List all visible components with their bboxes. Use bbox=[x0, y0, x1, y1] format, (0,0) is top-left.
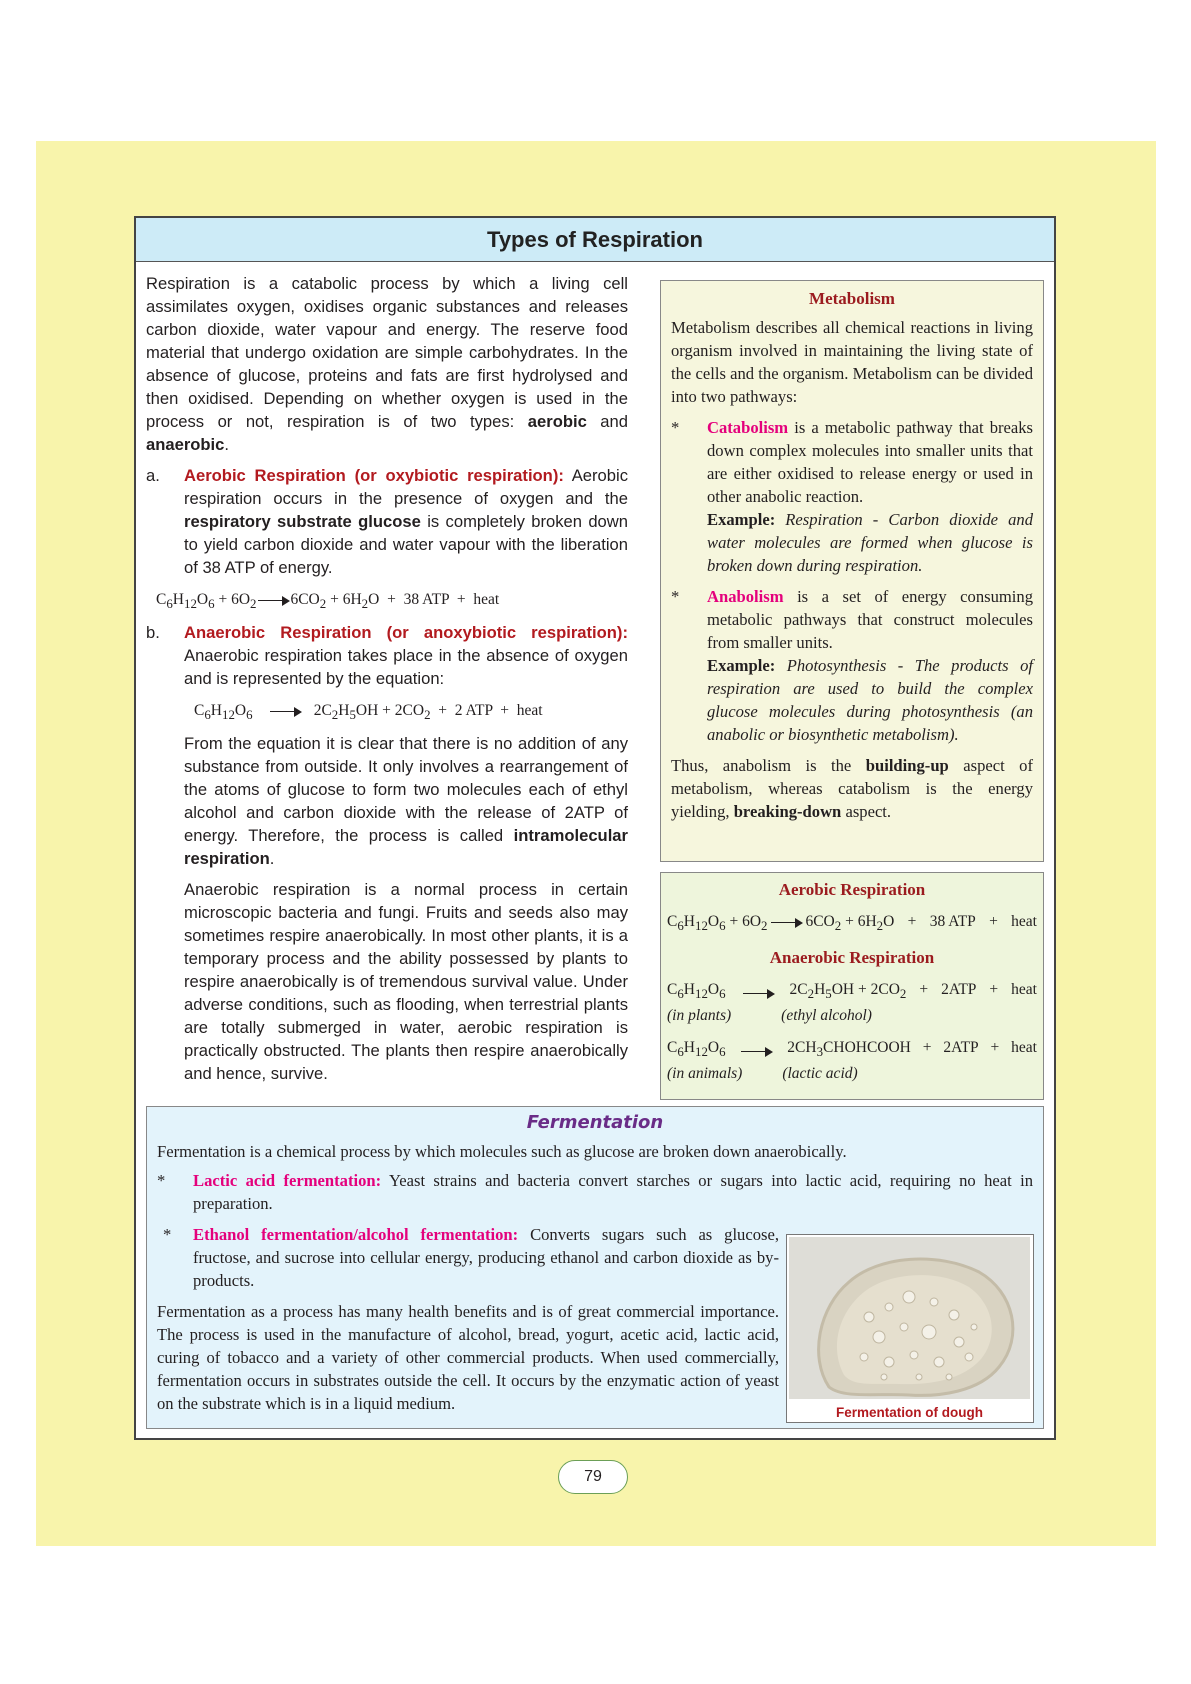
fermentation-box bbox=[146, 1106, 1044, 1429]
anaerobic-paragraph-2: From the equation it is clear that there is no addition of any substance from outside. It only involves a rearrangement of the atoms of glucose to form two molecules each of ethyl alcohol and carbon dioxide with the release of 2ATP of energy. Therefore, the process is called intramolecular respiration. bbox=[184, 734, 628, 869]
left-column bbox=[146, 272, 628, 1085]
metabolism-box bbox=[660, 280, 1044, 862]
page-number: 79 bbox=[558, 1460, 628, 1494]
metabolism-title: Metabolism bbox=[809, 289, 895, 308]
fermentation-intro: Fermentation is a chemical process by which molecules such as glucose are broken down anaerobically. bbox=[157, 1142, 847, 1161]
aerobic-heading: Aerobic Respiration (or oxybiotic respiration): bbox=[184, 466, 564, 485]
arrow-icon bbox=[270, 711, 300, 713]
photo-caption: Fermentation of dough bbox=[836, 1405, 983, 1420]
catabolism-term: Catabolism bbox=[707, 418, 789, 437]
fermentation-title: Fermentation bbox=[526, 1112, 664, 1133]
respiration-equations-box bbox=[660, 872, 1044, 1100]
aerobic-equation: $C_6H_{12}O_6 + 6O_2$ $6CO_2 + 6H_2O + 38$ ATP + heat bbox=[156, 591, 500, 612]
aerobic-equation-row: $C_6H_{12}O_6 + 6O_2$ $6CO_2 + 6H_2O$ + 38 ATP + heat bbox=[667, 913, 1037, 934]
dough-photo-frame bbox=[786, 1234, 1034, 1423]
lactic-acid-term: Lactic acid fermentation: bbox=[193, 1171, 382, 1190]
types-of-respiration-panel bbox=[134, 216, 1056, 1440]
anaerobic-heading: Anaerobic Respiration (or anoxybiotic respiration): bbox=[184, 623, 628, 643]
ethanol-item: * Ethanol fermentation/alcohol fermentation: Converts sugars such as glucose, fructose, and sucrose into cellular energy, producing ethanol and carbon dioxide as by-products. bbox=[163, 1225, 779, 1290]
anaerobic-equation-title: Anaerobic Respiration bbox=[769, 948, 935, 968]
anaerobic-item: b. Anaerobic Respiration (or anoxybiotic respiration): Anaerobic respiration takes place in the absence of oxygen and is represented by the equation: $C_6H_{12}O_6$ $2C_2H_5OH + 2CO_2 + 2$ ATP + heat From the equation it is clear that there is no addition of any substance from outside. It only involves a rearrangement of the atoms of glucose to form two molecules each of ethyl alcohol and carbon dioxide with the release of 2ATP of energy. Therefore, the process is called intramolecular respiration. Anaerobic respiration is a normal process in certain microscopic bacteria and fungi. Fruits and seeds also may sometimes respire anaerobically. In most other plants, it is a temporary process and the ability possessed by plants to respire anaerobically is of tremendous survival value. Under adverse conditions, such as flooding, when terrestrial plants are totally submerged in water, aerobic respiration is practically obstructed. The plants then respire anaerobically and hence, survive. bbox=[146, 623, 628, 1084]
intro-paragraph: Respiration is a catabolic process by which a living cell assimilates oxygen, oxidises organic substances and releases carbon dioxide, water vapour and energy. The reserve food material that undergo oxidation are simple carbohydrates. In the absence of glucose, proteins and fats are first hydrolysed and then oxidised. Depending on whether oxygen is used in the process or not, respiration is of two types: aerobic and anaerobic. bbox=[146, 274, 628, 454]
aerobic-item: a. Aerobic Respiration (or oxybiotic respiration): Aerobic respiration occurs in the presence of oxygen and the respiratory substrate glucose is completely broken down to yield carbon dioxide and water vapour with the liberation of 38 ATP of energy. bbox=[146, 466, 628, 577]
anaerobic-equation: $C_6H_{12}O_6$ $2C_2H_5OH + 2CO_2 + 2$ ATP + heat bbox=[194, 702, 543, 723]
anabolism-item: * Anabolism is a set of energy consuming metabolic pathways that construct molecules from smaller units. Example: Photosynthesis - The products of respiration are used to build the complex glucose molecules during photosynthesis (an anabolic or biosynthetic metabolism). bbox=[671, 587, 1034, 744]
fermentation-closing: Fermentation as a process has many health benefits and is of great commercial importance. The process is used in the manufacture of alcohol, bread, yogurt, acetic acid, lactic acid, curing of tobacco and a variety of other commercial products. When used commercially, fermentation occurs in substrates outside the cell. It occurs by the enzymatic action of yeast on the substrate which is in a liquid medium. bbox=[157, 1302, 779, 1413]
arrow-icon bbox=[258, 600, 288, 602]
section-title: Types of Respiration bbox=[136, 218, 1054, 262]
catabolism-item: * Catabolism is a metabolic pathway that breaks down complex molecules into smaller units that are either oxidised to release energy or used in other anabolic reaction. Example: Respiration - Carbon dioxide and water molecules are formed when glucose is broken down during respiration. bbox=[671, 418, 1033, 575]
metabolism-intro: Metabolism describes all chemical reactions in living organism involved in maintaining the living state of the cells and the organism. Metabolism can be divided into two pathways: bbox=[671, 318, 1033, 406]
animals-equation-row: $C_6H_{12}O_6$ $2CH_3CHOHCOOH$ + 2ATP + heat bbox=[667, 1039, 1037, 1060]
metabolism-summary: Thus, anabolism is the building-up aspect of metabolism, whereas catabolism is the energy yielding, breaking-down aspect. bbox=[671, 756, 1033, 821]
lactic-acid-item: * Lactic acid fermentation: Yeast strains and bacteria convert starches or sugars into lactic acid, requiring no heat in preparation. bbox=[157, 1171, 1033, 1213]
plants-labels: (in plants) (ethyl alcohol) bbox=[667, 1007, 872, 1025]
arrow-icon bbox=[771, 922, 801, 924]
arrow-icon bbox=[741, 1051, 771, 1053]
arrow-icon bbox=[743, 993, 773, 995]
plants-equation-row: $C_6H_{12}O_6$ $2C_2H_5OH + 2CO_2$ + 2ATP + heat bbox=[667, 981, 1037, 1002]
anaerobic-paragraph-3: Anaerobic respiration is a normal process in certain microscopic bacteria and fungi. Fruits and seeds also may sometimes respire anaerobically. In most other plants, it is a temporary process and the ability possessed by plants to respire anaerobically is of tremendous survival value. Under adverse conditions, such as flooding, when terrestrial plants are totally submerged in water, aerobic respiration is practically obstructed. The plants then respire anaerobically and hence, survive. bbox=[184, 880, 628, 1084]
animals-labels: (in animals) (lactic acid) bbox=[667, 1065, 858, 1083]
list-marker-a: a. bbox=[146, 466, 160, 485]
list-marker-b: b. bbox=[146, 623, 160, 643]
aerobic-equation-title: Aerobic Respiration bbox=[778, 880, 926, 899]
dough-photo bbox=[789, 1237, 1030, 1399]
ethanol-term: Ethanol fermentation/alcohol fermentation: bbox=[193, 1225, 519, 1244]
anabolism-term: Anabolism bbox=[707, 587, 784, 606]
